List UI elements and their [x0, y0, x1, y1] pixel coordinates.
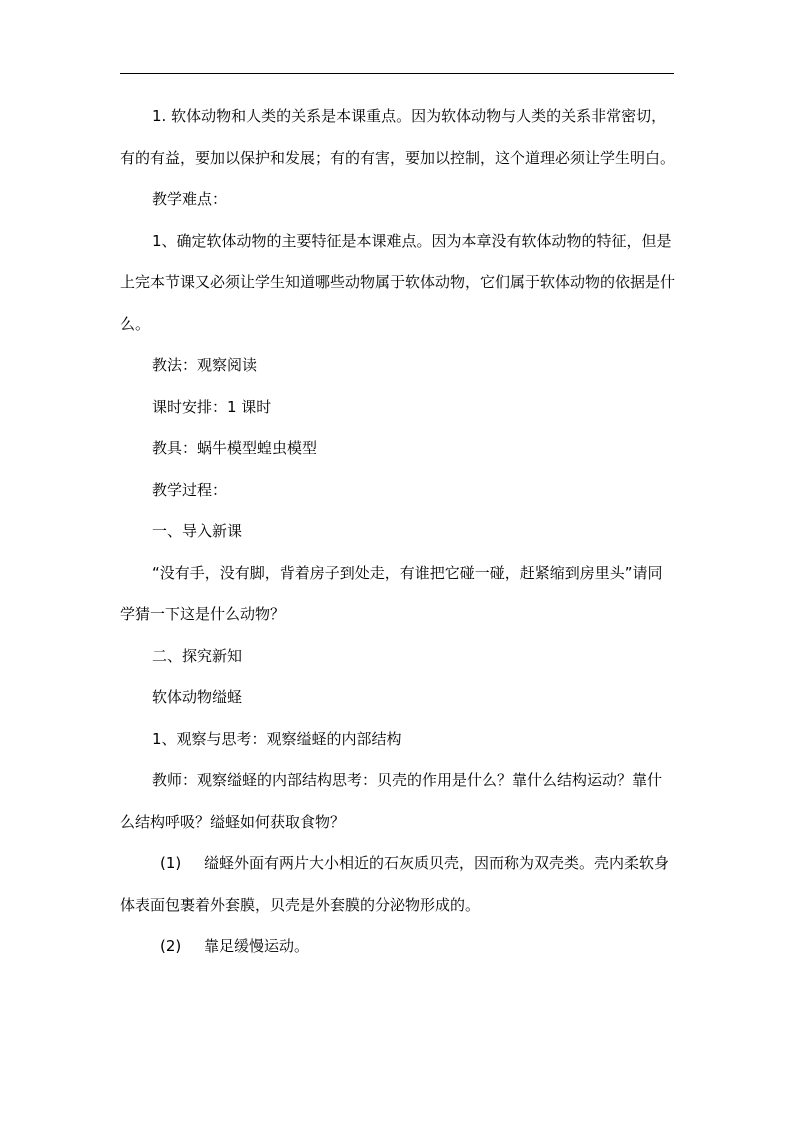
paragraph-difficulty: 1、确定软体动物的主要特征是本课难点。因为本章没有软体动物的特征，但是上完本节课又必须让学生知道哪些动物属于软体动物，它们属于软体动物的依据是什么。: [120, 231, 676, 333]
observe-think: 1、观察与思考：观察缢蛏的内部结构: [152, 729, 402, 748]
document-body: [120, 96, 676, 968]
teaching-tools: 教具：蜗牛模型蝗虫模型: [152, 439, 318, 457]
paragraph-teacher: 教师：观察缢蛏的内部结构思考：贝壳的作用是什么？靠什么结构运动？靠什么结构呼吸？缢蛏如何获取食物？: [120, 771, 663, 831]
heading-difficulty: 教学难点：: [152, 190, 228, 208]
section-intro: 一、导入新课: [152, 522, 243, 540]
paragraph-key-point: 1. 软体动物和人类的关系是本课重点。因为软体动物与人类的关系非常密切，有的有益，要加以保护和发展；有的有害，要加以控制，这个道理必须让学生明白。: [120, 107, 676, 167]
subsection-title: 软体动物缢蛏: [152, 688, 243, 706]
list-text: 缢蛏外面有两片大小相近的石灰质贝壳，因而称为双壳类。壳内柔软身体表面包裹着外套膜，贝壳是外套膜的分泌物形成的。: [120, 854, 670, 914]
list-number: (1): [160, 854, 182, 872]
heading-process: 教学过程：: [152, 480, 228, 499]
list-text: 靠足缓慢运动。: [204, 937, 310, 955]
list-item: [120, 843, 676, 926]
class-hours: 课时安排：1 课时: [152, 397, 272, 416]
paragraph-riddle: “没有手，没有脚，背着房子到处走，有谁把它碰一碰，赶紧缩到房里头”请同学猜一下这是什么动物？: [120, 563, 663, 623]
section-explore: 二、探究新知: [152, 646, 243, 665]
list-item: [120, 926, 676, 968]
header-rule: [120, 73, 674, 74]
teaching-method: 教法：观察阅读: [152, 356, 258, 374]
list-number: (2): [160, 937, 182, 955]
